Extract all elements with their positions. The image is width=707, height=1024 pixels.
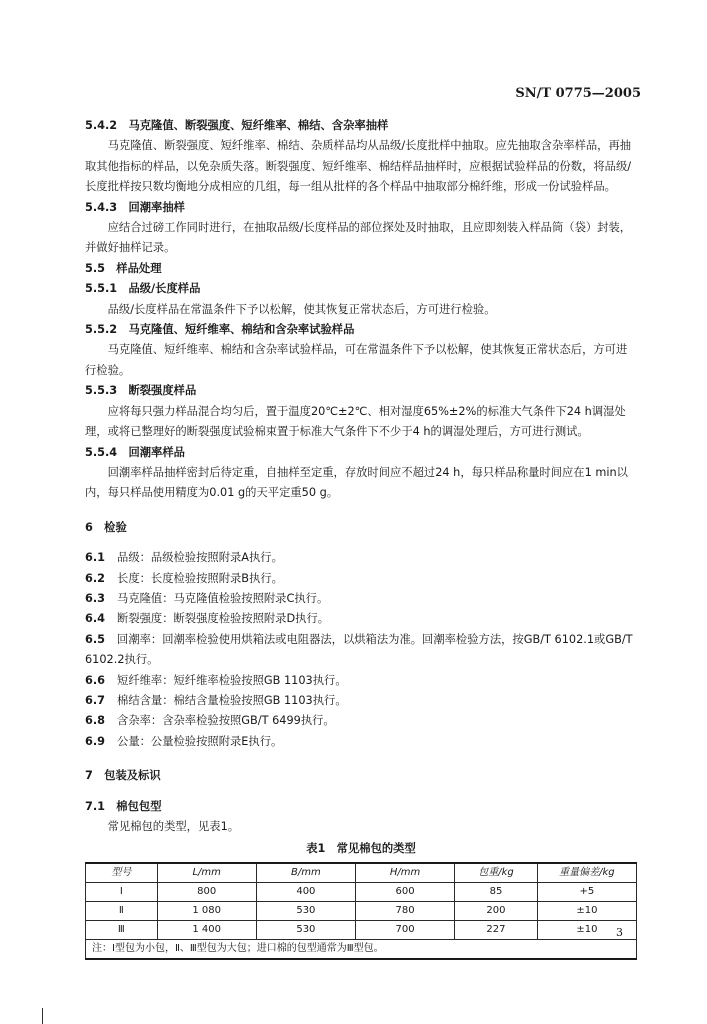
heading-5-5-1: 5.5.1 品级/长度样品 <box>85 282 201 296</box>
heading-5-5-2: 5.5.2 马克隆值、短纤维率、棉结和含杂率试验样品 <box>85 323 355 337</box>
standard-code: SN/T 0775—2005 <box>515 86 641 101</box>
table-cell: 700 <box>355 920 454 939</box>
page-number: 3 <box>616 926 623 939</box>
paragraph-5-4-3: 应结合过磅工作同时进行，在抽取品级/长度样品的部位探处及时抽取，且应即刻装入样品筒（袋）封装，并做好抽样记录。 <box>85 221 632 255</box>
table-cell: +5 <box>537 882 636 901</box>
section-6-title: 6 检验 <box>85 520 127 534</box>
heading-5-5-3: 5.5.3 断裂强度样品 <box>85 384 197 398</box>
table-cell: 800 <box>157 882 256 901</box>
column-header-height: H/mm <box>355 863 454 883</box>
table-row <box>86 920 637 939</box>
column-header-type: 型号 <box>86 863 158 883</box>
page-content <box>85 116 637 960</box>
table-cell: 200 <box>455 901 538 920</box>
heading-5-4-2: 5.4.2 马克隆值、断裂强度、短纤维率、棉结、含杂率抽样 <box>85 119 389 132</box>
list-item-6-9: 6.9 公量：公量检验按照附录E执行。 <box>85 734 283 748</box>
list-item-6-2: 6.2 长度：长度检验按照附录B执行。 <box>85 571 283 585</box>
list-item-6-7: 6.7 棉结含量：棉结含量检验按照GB 1103执行。 <box>85 693 347 707</box>
table-note: 注：Ⅰ型包为小包，Ⅱ、Ⅲ型包为大包；进口棉的包型通常为Ⅲ型包。 <box>86 939 637 959</box>
table-cell: Ⅱ <box>86 901 158 920</box>
table-row <box>86 882 637 901</box>
heading-5-5: 5.5 样品处理 <box>85 261 162 275</box>
heading-7-1: 7.1 棉包包型 <box>85 799 162 813</box>
paragraph-5-4-2: 马克隆值、断裂强度、短纤维率、棉结、杂质样品均从品级/长度批样中抽取。应先抽取含杂率样品，再抽取其他指标的样品，以免杂质失落。断裂强度、短纤维率、棉结样品抽样时，应根据试验样品的份数，将品级/长度批样按只数均衡地分成相应的几组，每一组从批样的各个样品中抽取部分棉纤维，形成一份试验样品。 <box>85 139 632 194</box>
table-cell: ±10 <box>537 920 636 939</box>
column-header-width: B/mm <box>256 863 355 883</box>
paragraph-5-5-4: 回潮率样品抽样密封后待定重，自抽样至定重，存放时间应不超过24 h，每只样品称量时间应在1 min以内，每只样品使用精度为0.01 g的天平定重50 g。 <box>85 465 628 500</box>
table-cell: 1 080 <box>157 901 256 920</box>
table-cell: 1 400 <box>157 920 256 939</box>
table-cell: 227 <box>455 920 538 939</box>
paragraph-5-5-1: 品级/长度样品在常温条件下予以松解，使其恢复正常状态后，方可进行检验。 <box>107 302 496 316</box>
bale-type-table <box>85 862 637 960</box>
table-cell: 400 <box>256 882 355 901</box>
table-cell: 530 <box>256 901 355 920</box>
table-cell: 780 <box>355 901 454 920</box>
table-cell: Ⅲ <box>86 920 158 939</box>
paragraph-7-1: 常见棉包的类型，见表1。 <box>107 820 240 833</box>
table-caption: 表1 常见棉包的类型 <box>306 842 416 856</box>
table-header-row <box>86 863 637 883</box>
column-header-length: L/mm <box>157 863 256 883</box>
list-item-6-4: 6.4 断裂强度：断裂强度检验按照附录D执行。 <box>85 612 330 626</box>
table-cell: ±10 <box>537 901 636 920</box>
paragraph-5-5-3: 应将每只强力样品混合均匀后，置于温度20℃±2℃、相对湿度65%±2%的标准大气条件下24 h调湿处理，或将已整理好的断裂强度试验棉束置于标准大气条件下不少于4 h的调湿处理后，方可进行测试。 <box>85 404 626 439</box>
heading-5-5-4: 5.5.4 回潮率样品 <box>85 445 185 459</box>
list-item-6-8: 6.8 含杂率：含杂率检验按照GB/T 6499执行。 <box>85 714 335 728</box>
table-cell: 85 <box>455 882 538 901</box>
table-cell: 530 <box>256 920 355 939</box>
table-cell: Ⅰ <box>86 882 158 901</box>
table-note-row <box>86 939 637 959</box>
paragraph-5-5-2: 马克隆值、短纤维率、棉结和含杂率试验样品，可在常温条件下予以松解，使其恢复正常状态后，方可进行检验。 <box>85 343 628 377</box>
column-header-deviation: 重量偏差/kg <box>537 863 636 883</box>
list-item-6-6: 6.6 短纤维率：短纤维率检验按照GB 1103执行。 <box>85 673 347 687</box>
section-7-title: 7 包装及标识 <box>85 769 161 783</box>
list-item-6-3: 6.3 马克隆值：马克隆值检验按照附录C执行。 <box>85 591 329 605</box>
scan-edge-mark <box>42 1008 43 1024</box>
table-cell: 600 <box>355 882 454 901</box>
column-header-weight: 包重/kg <box>455 863 538 883</box>
list-item-6-1: 6.1 品级：品级检验按照附录A执行。 <box>85 551 283 565</box>
table-row <box>86 901 637 920</box>
list-item-6-5: 6.5 回潮率：回潮率检验使用烘箱法或电阻器法，以烘箱法为准。回潮率检验方法，按GB/T 6102.1或GB/T 6102.2执行。 <box>85 632 633 667</box>
heading-5-4-3: 5.4.3 回潮率抽样 <box>85 200 185 214</box>
